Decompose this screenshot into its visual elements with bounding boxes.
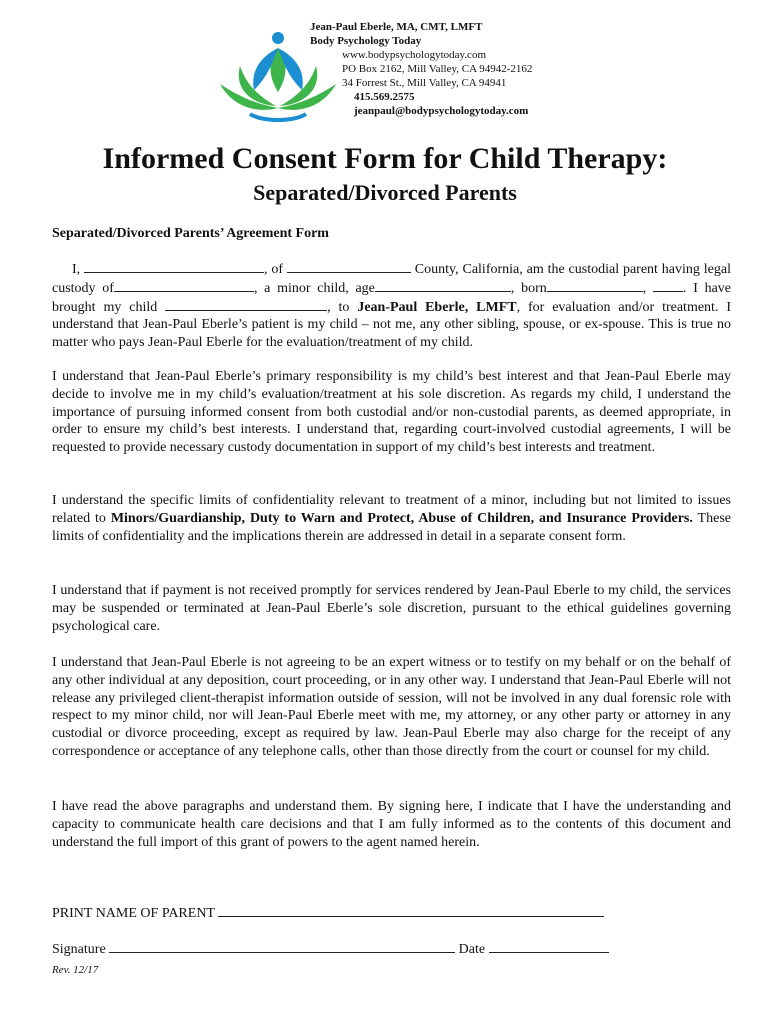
date-label: Date	[455, 942, 489, 957]
county-field[interactable]	[287, 260, 411, 273]
birth-year-field[interactable]	[653, 279, 683, 292]
text-fragment: , born	[510, 280, 547, 296]
text-fragment: ,	[642, 280, 653, 296]
signature-field[interactable]	[109, 940, 455, 953]
revision-note: Rev. 12/17	[52, 964, 99, 976]
print-name-row	[52, 904, 604, 922]
print-name-field[interactable]	[218, 904, 604, 917]
date-field[interactable]	[489, 940, 609, 953]
consent-paragraph-4: I understand that if payment is not received promptly for services rendered by Jean-Paul Eberle to my child, the services may be suspended or terminated at Jean-Paul Eberle’s sole discretion, pursuant to the ethical guidelines governing psychological care.	[52, 583, 731, 634]
practitioner-name: Jean-Paul Eberle, MA, CMT, LMFT	[310, 21, 483, 33]
text-fragment: I,	[72, 262, 85, 277]
consent-paragraph-3	[52, 492, 731, 545]
po-box: PO Box 2162, Mill Valley, CA 94942-2162	[342, 63, 533, 75]
child-age-field[interactable]	[375, 279, 511, 292]
text-fragment: , a minor child, age	[253, 280, 375, 296]
text-fragment: , to	[327, 299, 358, 315]
text-fragment: I understand the specific limits of confidentiality relevant to treatment of a minor, including but not limited to issues related to	[52, 493, 731, 526]
text-fragment: These limits of confidentiality and the implications therein are addressed in detail in a separate consent form.	[52, 510, 731, 544]
consent-paragraph-5: I understand that Jean-Paul Eberle is not agreeing to be an expert witness or to testify on my behalf or on the behalf of any other individual at any deposition, court proceeding, or in any other way. I understand that Jean-Paul Eberle will not release any privileged client-therapist information outside of session, will not be involved in any dual forensic role with respect to my minor child, nor will Jean-Paul Eberle meet with me, my attorney, or any other party or attorney in any custodial or divorce proceeding, except as required by law. Jean-Paul Eberle may also charge for the receipt of any correspondence or acceptance of any telephone calls, other than those directly from the court or counsel for my child.	[52, 655, 731, 759]
email-link[interactable]: jeanpaul@bodypsychologytoday.com	[354, 105, 529, 117]
consent-paragraph-6: I have read the above paragraphs and understand them. By signing here, I indicate that I have the understanding and capacity to communicate health care decisions and that I am fully informed as to the contents of this document and understand the full import of this grant of powers to the agent named herein.	[52, 799, 731, 850]
text-fragment: , of	[264, 262, 287, 277]
text-fragment: County, California, am the custodial parent having legal custody of	[52, 262, 731, 296]
text-fragment: . I have brought my child	[52, 280, 732, 315]
signature-label: Signature	[52, 942, 110, 957]
parent-name-field[interactable]	[84, 260, 264, 273]
signature-row	[52, 940, 609, 958]
section-heading: Separated/Divorced Parents’ Agreement Form	[52, 226, 329, 241]
child-name-field[interactable]	[114, 279, 254, 292]
street-address: 34 Forrest St., Mill Valley, CA 94941	[342, 77, 507, 89]
page-title: Informed Consent Form for Child Therapy:	[102, 142, 668, 175]
consent-paragraph-1	[52, 260, 731, 352]
organization-name: Body Psychology Today	[310, 35, 422, 47]
page-subtitle: Separated/Divorced Parents	[253, 180, 517, 205]
consent-paragraph-2: I understand that Jean-Paul Eberle’s primary responsibility is my child’s best interest and that Jean-Paul Eberle may decide to involve me in my child’s evaluation/treatment at his sole discretion. As regards my child, I understand the importance of pursuing informed consent from both custodial and/or non-custodial parents, as deemed appropriate, in order to ensure my child’s best interests. I understand that, regarding court-involved custodial agreements, I will be requested to provide necessary custody documentation in support of my child’s best interests and treatment.	[52, 369, 731, 456]
confidentiality-topics-bold: Minors/Guardianship, Duty to Warn and Protect, Abuse of Children, and Insurance Providers.	[110, 510, 693, 526]
website-link[interactable]: www.bodypsychologytoday.com	[342, 49, 486, 61]
phone-number: 415.569.2575	[354, 91, 415, 103]
therapist-name-bold: Jean-Paul Eberle, LMFT	[357, 299, 517, 315]
child-brought-field[interactable]	[165, 298, 327, 311]
print-name-label: PRINT NAME OF PARENT	[52, 906, 219, 921]
birth-date-field[interactable]	[547, 279, 643, 292]
text-fragment: , for evaluation and/or treatment. I understand that Jean-Paul Eberle’s patient is my child – not me, any other sibling, spouse, or ex-spouse. This is true no matter who pays Jean-Paul Eberle for the evaluation/treatment of my child.	[52, 299, 731, 351]
letterhead	[310, 20, 610, 118]
